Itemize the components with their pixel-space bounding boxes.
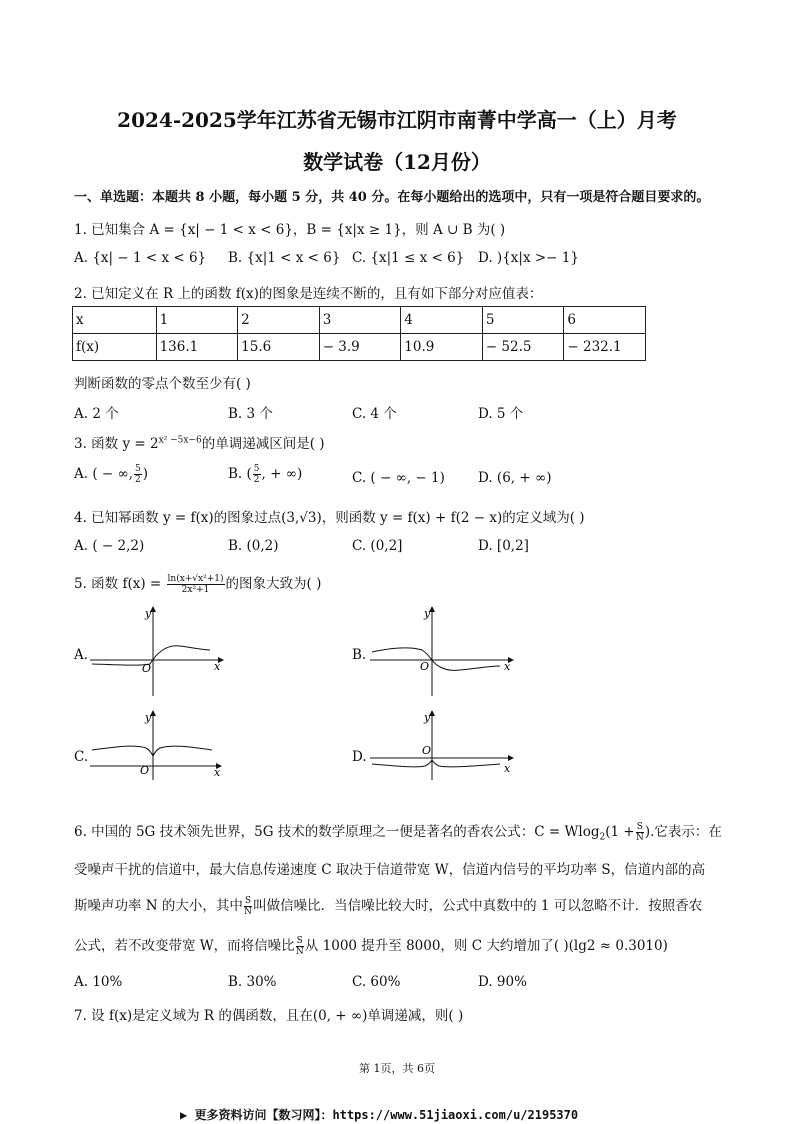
- table-cell: 10.9: [401, 334, 483, 361]
- q6-fraction-2: [244, 896, 252, 917]
- q6-line1-mid: (1 +: [605, 824, 635, 840]
- q5-stem-prefix: 5. 函数 f(x) =: [74, 576, 162, 592]
- q6-option-b: B. 30%: [228, 974, 277, 990]
- graph-d: [370, 708, 520, 780]
- q2-option-d: D. 5 个: [478, 406, 524, 422]
- table-cell: 136.1: [156, 334, 238, 361]
- q1-option-c: C. {x|1 ≤ x < 6}: [352, 250, 465, 266]
- q6-fraction-1: [636, 822, 644, 843]
- question-5-stem: [74, 572, 321, 595]
- q6-option-d: D. 90%: [478, 974, 527, 990]
- q6-line4-post: 从 1000 提升至 8000，则 C 大约增加了( )(lg2 ≈ 0.3010): [304, 938, 668, 954]
- graph-d-x-label: x: [504, 762, 511, 775]
- question-4-stem: 4. 已知幂函数 y = f(x)的图象过点(3,√3)，则函数 y = f(x) + f(2 − x)的定义域为( ): [74, 510, 585, 526]
- q3-b-pre: B. (: [228, 466, 252, 482]
- q6-line1-post: ).它表示：在: [644, 824, 722, 840]
- frac-num: S: [244, 896, 252, 906]
- q6-option-c: C. 60%: [352, 974, 401, 990]
- frac-den: 2: [135, 475, 141, 485]
- q1-option-b: B. {x|1 < x < 6}: [228, 250, 341, 266]
- q6-line3-post: 叫做信噪比．当信噪比较大时，公式中真数中的 1 可以忽略不计．按照香农: [253, 898, 703, 914]
- q5-label-a: A.: [74, 647, 89, 663]
- q1-option-a: A. {x| − 1 < x < 6}: [74, 250, 207, 266]
- resource-banner-link[interactable]: ▶ 更多资料访问【数习网】：https://www.51jiaoxi.com/u/2195370: [180, 1108, 579, 1122]
- q6-option-a: A. 10%: [74, 974, 123, 990]
- graph-b-origin: O: [420, 660, 430, 673]
- table-cell: x: [73, 307, 157, 334]
- q3-b-fraction: [253, 464, 261, 485]
- frac-num: S: [296, 936, 303, 946]
- graph-d-y-label: y: [424, 711, 431, 724]
- q2-option-c: C. 4 个: [352, 406, 397, 422]
- table-cell: 4: [401, 307, 483, 334]
- frac-den: N: [244, 907, 252, 917]
- question-6-line-4: [74, 934, 668, 957]
- q6-line1-pre: 6. 中国的 5G 技术领先世界，5G 技术的数学原理之一便是著名的香农公式：C = Wlog: [74, 824, 600, 840]
- frac-den: N: [635, 833, 644, 843]
- q6-line3-pre: 斯噪声功率 N 的大小，其中: [74, 898, 243, 914]
- q3-stem-suffix: 的单调递减区间是( ): [201, 436, 325, 452]
- table-cell: − 52.5: [482, 334, 564, 361]
- graph-c: [90, 708, 230, 780]
- q6-fraction-3: [296, 936, 304, 957]
- question-1-stem: 1. 已知集合 A = {x| − 1 < x < 6}，B = {x|x ≥ 1}，则 A ∪ B 为( ): [74, 222, 506, 238]
- graph-d-origin: O: [422, 744, 432, 757]
- question-2-followup: 判断函数的零点个数至少有( ): [74, 376, 251, 392]
- frac-num: 5: [253, 464, 260, 474]
- page-footer: 第 1页，共 6页: [359, 1062, 435, 1075]
- question-2-stem: 2. 已知定义在 R 上的函数 f(x)的图象是连续不断的，且有如下部分对应值表：: [74, 286, 543, 302]
- q5-label-d: D.: [352, 749, 367, 765]
- q3-a-fraction: [134, 464, 142, 485]
- frac-num: ln(x+√x²+1): [167, 574, 224, 584]
- graph-a-x-label: x: [214, 660, 221, 673]
- table-cell: 5: [482, 307, 564, 334]
- table-cell: 6: [564, 307, 646, 334]
- q3-option-c: C. ( − ∞, − 1): [352, 470, 445, 486]
- q6-log-subscript: 2: [599, 832, 606, 843]
- question-6-line-2: 受噪声干扰的信道中，最大信息传递速度 C 取决于信道带宽 W，信道内信号的平均功率 S，信道内部的高: [74, 862, 706, 878]
- q5-label-b: B.: [352, 647, 367, 663]
- frac-den: N: [295, 947, 304, 957]
- graph-b-y-label: y: [424, 607, 431, 620]
- q3-a-pre: A. ( − ∞,: [74, 466, 134, 482]
- question-6-line-1: [74, 820, 722, 843]
- graph-a-y-label: y: [145, 607, 152, 620]
- table-cell: − 232.1: [564, 334, 646, 361]
- q5-label-c: C.: [74, 749, 89, 765]
- frac-num: 5: [135, 464, 141, 474]
- page-subtitle: 数学试卷（12月份）: [303, 150, 491, 174]
- q2-option-a: A. 2 个: [74, 406, 119, 422]
- frac-num: S: [636, 822, 643, 832]
- graph-b-x-label: x: [504, 660, 511, 673]
- graph-c-x-label: x: [214, 766, 221, 779]
- frac-den: 2x²+1: [181, 585, 210, 595]
- q3-option-a: [74, 464, 148, 485]
- question-3-stem: [74, 432, 325, 452]
- q3-stem-prefix: 3. 函数 y = 2: [74, 436, 159, 452]
- graph-a-origin: O: [142, 662, 152, 675]
- q3-option-b: [228, 464, 302, 485]
- graph-c-y-label: y: [145, 711, 152, 724]
- q4-option-a: A. ( − 2,2): [74, 538, 145, 554]
- q4-option-b: B. (0,2): [228, 538, 279, 554]
- table-cell: 15.6: [238, 334, 320, 361]
- q4-option-c: C. (0,2]: [352, 538, 403, 554]
- value-table: [72, 306, 646, 361]
- table-row: [73, 334, 646, 361]
- question-7-stem: 7. 设 f(x)是定义域为 R 的偶函数，且在(0, + ∞)单调递减，则( ): [74, 1008, 464, 1024]
- q3-b-post: , + ∞): [261, 466, 303, 482]
- q6-line4-pre: 公式，若不改变带宽 W，而将信噪比: [74, 938, 295, 954]
- table-cell: 3: [319, 307, 401, 334]
- table-cell: − 3.9: [319, 334, 401, 361]
- question-6-line-3: [74, 894, 702, 917]
- table-cell: 2: [238, 307, 320, 334]
- graph-a: [90, 604, 230, 696]
- graph-c-origin: O: [140, 764, 150, 777]
- q4-option-d: D. [0,2]: [478, 538, 529, 554]
- q2-option-b: B. 3 个: [228, 406, 273, 422]
- table-row: [73, 307, 646, 334]
- table-cell: 1: [156, 307, 238, 334]
- section-header: 一、单选题：本题共 8 小题，每小题 5 分，共 40 分。在每小题给出的选项中，只有一项是符合题目要求的。: [74, 190, 710, 205]
- q5-fraction: [167, 574, 225, 595]
- page-title: 2024-2025学年江苏省无锡市江阴市南菁中学高一（上）月考: [117, 108, 677, 132]
- graph-b: [370, 604, 520, 696]
- q3-option-d: D. (6, + ∞): [478, 470, 552, 486]
- q3-exponent: x² −5x−6: [158, 435, 202, 446]
- frac-den: 2: [253, 475, 260, 485]
- q1-option-d: D. ){x|x >− 1}: [478, 250, 579, 266]
- q5-stem-suffix: 的图象大致为( ): [225, 576, 322, 592]
- q3-a-post: ): [142, 466, 149, 482]
- table-cell: f(x): [73, 334, 157, 361]
